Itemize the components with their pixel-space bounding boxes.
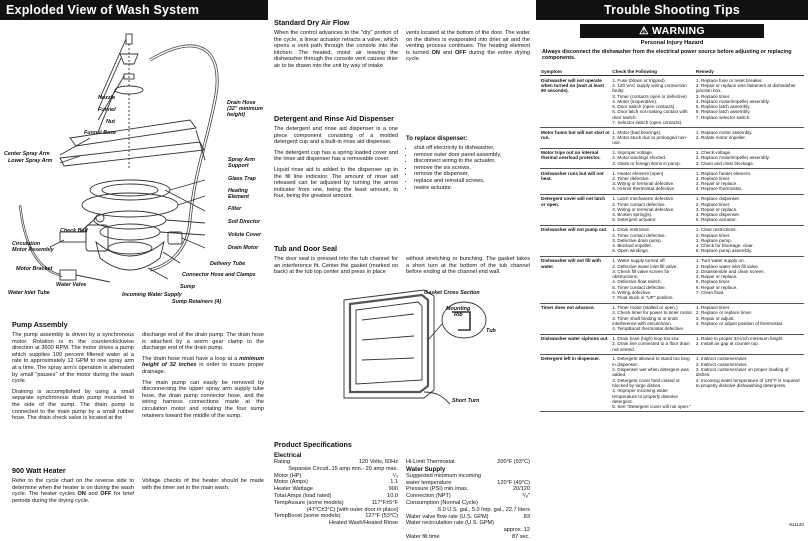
detergent-p2: The detergent cup has a spring loaded cover and the rinse aid dispenser has a removable cover. — [274, 149, 398, 163]
replace-step: • disconnect wiring to the actuator, — [414, 158, 530, 165]
spec-consumption: Consumption (Normal Cycle) — [406, 499, 478, 506]
remedy-item: 1. Raise to proper 32-inch minimum height. — [695, 336, 784, 342]
exploded-diagram — [0, 20, 268, 305]
replace-step: • remove outer door panel assembly, — [414, 152, 530, 159]
tub-seal-illustration — [274, 280, 530, 410]
check-cell — [611, 354, 695, 411]
sump-shape — [96, 242, 164, 270]
symptom-cell: Motor hums but will not start or run. — [540, 128, 611, 148]
remedy-item: 1. Replace heater element. — [695, 170, 752, 176]
tub-seal-p2: without stretching or bunching. The gasket takes a short turn at the bottom of the tub channel before ending at the channel end wall. — [406, 256, 530, 276]
remedy-item: 1. Turn water supply on. — [695, 258, 745, 264]
check-item: 4. Motor (inoperative). — [612, 98, 658, 104]
spec-total-amps: Total Amps (load rated) 10.0 — [274, 492, 398, 499]
table-row — [540, 303, 804, 334]
label-drain-hose-2: (32" minimum — [227, 106, 263, 112]
remedy-cell — [695, 354, 804, 411]
check-item: 1. Latch mechanism defective. — [612, 196, 675, 202]
remedy-cell — [695, 225, 804, 256]
spec-motor-amps: Motor (Amps) 1.1 — [274, 479, 398, 486]
spec-flow: Water valve flow rate (U.S. GPM) .83 — [406, 513, 530, 520]
spec-rating: Rating 120 Volts, 60Hz — [274, 459, 398, 465]
check-item: 6. Door latch not making contact with door switch. — [612, 109, 688, 120]
check-item: 2. Timer contact defective. — [612, 201, 666, 207]
check-item: 4. TempBoost thermostat defective. — [612, 326, 685, 332]
symptom-cell: Dishwasher will not operate when turned on (wait at least 90 seconds). — [540, 76, 611, 128]
label-sump-retainers: Sump Retainers (4) — [172, 299, 222, 305]
spec-recirc-value: approx. 12 — [503, 527, 530, 534]
check-item: 2. Timer contact defective. — [612, 232, 666, 238]
check-item: 5. See "Detergent cover will not open." — [612, 404, 691, 410]
footer-code: 911120 — [789, 522, 804, 527]
specs-left — [274, 452, 398, 541]
spec-tempboost: TempBoost (some models) 127°F (53°C) — [274, 513, 398, 520]
remedy-item: 4. Repair or replace. — [695, 274, 738, 280]
label-motor-bracket: Motor Bracket — [16, 266, 53, 272]
check-cell — [611, 128, 695, 148]
dry-air-p1: When the control advances to the "dry" portion of the cycle, a linear actuator retracts a valve, which opens a vent path through the console into the kitchen. The heated, moist air leaving the dishwasher through the console vent causes drier air to be drawn into the unit by way of intake — [274, 30, 398, 69]
pump-assembly-section — [12, 320, 264, 426]
label-center-spray-arm: Center Spray Arm — [4, 151, 50, 157]
label-incoming-water: Incoming Water Supply — [122, 292, 182, 298]
remedy-item: 2. Rotate motor impeller. — [695, 135, 746, 141]
remedy-item: 4. Replace or adjust position of thermostat. — [695, 320, 784, 326]
check-item: 1. Improper voltage. — [612, 150, 654, 156]
check-cell — [611, 194, 695, 225]
remedy-item: 1. Replace fuse or reset breaker. — [695, 77, 763, 83]
label-filter: Filter — [228, 206, 242, 212]
detergent-section — [274, 114, 530, 204]
specs-heading: Product Specifications — [274, 440, 352, 449]
remedy-item: 2. Replace timer. — [695, 201, 731, 207]
remedy-item: 2. Replace water inlet fill valve. — [695, 263, 759, 269]
check-item: 5. Detergent actuator. — [612, 217, 657, 223]
check-item: 2. Motor windings shorted. — [612, 155, 667, 161]
table-row — [540, 225, 804, 256]
label-delivery-tube: Delivery Tube — [210, 261, 246, 267]
check-item: 1. Drain hose (high) loop too low. — [612, 336, 680, 342]
symptom-cell: Dishwasher will not pump out. — [540, 225, 611, 256]
remedy-item: 1. Replace dispenser. — [695, 196, 741, 202]
check-item: 1. Drain restricted. — [612, 227, 650, 233]
symptom-cell: Detergent left in dispenser. — [540, 354, 611, 411]
table-row — [540, 128, 804, 148]
label-volute-cover: Volute Cover — [228, 232, 262, 238]
label-circulation-motor-2: Motor Assembly — [12, 247, 54, 253]
remedy-item: 5. Replace timer. — [695, 279, 731, 285]
check-item: 3. Wiring or terminal defective. — [612, 181, 675, 187]
remedy-item: 3. Replace timer. — [695, 93, 731, 99]
spec-hilimit: Hi-Limit Thermostat 200°F (93°C) — [406, 459, 530, 465]
remedy-cell — [695, 128, 804, 148]
warning-banner — [580, 24, 764, 38]
heater-p1: Refer to the cycle chart on the reverse side to determine when the heater is on during the wash cycle. The heater cycles ON and OFF for brief periods during the drying cycle. — [12, 478, 134, 504]
remedy-item: 1. Instruct customer/user. — [695, 356, 748, 362]
label-tub: Tub — [486, 327, 496, 334]
check-item: 4. Blocked impeller. — [612, 243, 653, 249]
label-lower-spray-arm: Lower Spray Arm — [8, 158, 53, 164]
detergent-p3: Liquid rinse aid is added to the dispenser up to the fill line indicator. The amount of rinse aid released can be adjusted by turning the arrow indicator from one, being the least amount, to four, being the greatest amount. — [274, 166, 398, 200]
label-drain-motor: Drain Motor — [228, 245, 259, 251]
spec-pressure: Pressure (PSI) min./max. 20/120 — [406, 486, 530, 493]
label-sump: Sump — [180, 284, 195, 290]
remedy-item: 7. Clean float. — [695, 290, 725, 295]
nozzle-shape — [126, 34, 132, 44]
warning-triangle-icon: ⚠ — [639, 25, 649, 37]
label-spray-arm-support-2: Support — [228, 163, 249, 169]
check-item: 1. Heater element (open). — [612, 170, 665, 176]
check-item: 2. Defective water inlet fill valve. — [612, 263, 678, 269]
check-cell — [611, 334, 695, 354]
troubleshooting-table — [540, 68, 804, 413]
check-item: 1. Timer motor (stalled or open.) — [612, 305, 678, 311]
remedy-item: 1. Check voltage. — [695, 150, 732, 156]
label-gasket-cross-section: Gasket Cross Section — [424, 289, 480, 296]
label-water-valve: Water Valve — [56, 282, 87, 288]
remedy-cell — [695, 76, 804, 128]
label-glass-trap: Glass Trap — [228, 176, 256, 182]
remedy-item: 3. Repair or adjust. — [695, 315, 735, 321]
remedy-item: 1. Replace motor assembly. — [695, 129, 753, 135]
remedy-item: 2. Install air gap at counter top. — [695, 341, 759, 347]
warning-hazard: Personal Injury Hazard — [640, 40, 704, 46]
label-soil-director: Soil Director — [228, 219, 261, 225]
water-inlet-tube-shape — [20, 205, 60, 275]
label-short-turn: Short Turn — [452, 397, 480, 404]
funnel-base-shape — [115, 86, 143, 94]
table-row — [540, 334, 804, 354]
remedy-item: 4. Incoming water temperature of 120°F is required to properly dissolve dishwashing detergents. — [695, 377, 800, 388]
symptom-cell: Dishwasher runs but will not heat. — [540, 169, 611, 195]
check-item: 3. Defective drain pump. — [612, 237, 663, 243]
check-item: 3. Check fill valve screen for obstructions. — [612, 268, 670, 280]
label-spray-arm-support: Spray Arm — [228, 157, 256, 163]
check-cell — [611, 256, 695, 303]
spec-fill-time: Water fill time 87 sec. — [406, 533, 530, 540]
spec-circuit: Separate Circuit..15 amp min.- 20 amp max. — [288, 465, 398, 472]
remedy-item: 2. Replace or replace timer. — [695, 310, 753, 316]
spec-recirc: Water recirculation rate (U.S. GPM) — [406, 520, 495, 527]
detergent-heading: Detergent and Rinse Aid Dispenser — [274, 114, 394, 123]
remedy-item: 2. Instruct customer/user. — [695, 361, 748, 367]
check-item: 7. Selector switch (open contacts). — [612, 119, 683, 125]
check-item: 5. Door switch (open contacts). — [612, 104, 676, 110]
left-column — [0, 0, 268, 504]
funnel-shape — [120, 54, 138, 64]
replace-step: • remove the dispenser, — [414, 171, 530, 178]
check-item: 2. Drain line connected to a floor drain not vented. — [612, 341, 690, 352]
symptom-cell: Motor trips out on internal thermal overload protector. — [540, 148, 611, 168]
tub-seal-section — [274, 244, 530, 410]
remedy-item: 1. Clear restrictions. — [695, 227, 737, 233]
replace-step: • replace and reinstall screws, — [414, 178, 530, 185]
drain-hose-shape — [150, 46, 217, 270]
check-cell — [611, 76, 695, 128]
heater-heading: 900 Watt Heater — [12, 466, 66, 475]
replace-step: • remove the six screws, — [414, 165, 530, 172]
spec-consumption-value: 6.0 U.S. gal., 5.0 Imp. gal., 22.7 liters — [437, 506, 530, 513]
symptom-cell: Dishwasher water siphons out. — [540, 334, 611, 354]
header-remedy: Remedy — [695, 68, 804, 76]
check-item: 2. Check timer for power to timer motor. — [612, 310, 693, 316]
label-drain-hose: Drain Hose — [227, 100, 256, 106]
remedy-item: 4. Check for blockage, clear. — [695, 243, 754, 249]
remedy-item: 6. Replace latch assembly. — [695, 109, 751, 115]
replace-step: • rewire actuator. — [414, 185, 530, 192]
dry-air-section — [274, 18, 530, 74]
dry-air-p2: vents located at the bottom of the door. The water on the dishes is evaporated into drier air and the venting process continues. The heating element is turned ON and OFF during the entire drying cycle. — [406, 30, 530, 63]
remedy-cell — [695, 334, 804, 354]
remedy-item: 6. Repair or replace. — [695, 284, 738, 290]
check-item: 3. Glass or foreign items in pump. — [612, 160, 681, 166]
table-row — [540, 354, 804, 411]
warning-text: Always disconnect the dishwasher from the electrical power source before adjusting or replacing components. — [542, 49, 792, 62]
check-item: 5. Timer contact defective. — [612, 284, 666, 290]
spec-tempassure-sub: (47°C±3°C) [with outer door in place] — [306, 506, 398, 513]
pump-assembly-p4: The drain hose must have a loop at a minimum height of 32 inches in order to insure proper drainage. — [142, 355, 264, 375]
remedy-item: 3. Replace pump. — [695, 237, 732, 243]
check-item: 4. Hi-limit thermostat defective. — [612, 186, 676, 192]
remedy-cell — [695, 194, 804, 225]
soil-director-shape — [94, 211, 166, 229]
check-item: 3. Timer shaft binding to or knob interference with escutcheon. — [612, 315, 678, 326]
check-item: 2. Dispenser wet when detergent was added. — [612, 367, 689, 378]
remedy-cell — [695, 148, 804, 168]
spec-min-temp: Suggested minimum incoming water temperature 120°F (49°C) — [406, 472, 530, 486]
label-water-inlet-tube: Water Inlet Tube — [8, 290, 50, 296]
tub-seal-p1: The door seal is pressed into the tub channel for an interference fit. Center the gasket (marked on back) at the tub top center and press in place — [274, 256, 398, 276]
replace-steps — [406, 145, 530, 191]
remedy-item: 4. Replace dispenser. — [695, 212, 741, 218]
label-circulation-motor: Circulation — [12, 241, 41, 247]
label-mounting-rib: Mounting — [446, 305, 471, 312]
specs-right — [406, 452, 530, 541]
pump-assembly-p2: Draining is accomplished by using a small separate synchronous drain pump mounted to the side of the sump. The drain pump is connected to the main pump by a small rubber hose. The drain check valve is located at the — [12, 388, 134, 422]
label-mounting-rib-2: Rib — [454, 311, 463, 318]
remedy-item: 4. Replace motor/impeller assembly. — [695, 98, 770, 104]
header-symptom: Symptom — [540, 68, 611, 76]
table-row — [540, 169, 804, 195]
remedy-item: 7. Replace selector switch. — [695, 114, 751, 120]
header-check: Check the Following — [611, 68, 695, 76]
remedy-item: 2. Replace timer. — [695, 175, 731, 181]
table-row — [540, 148, 804, 168]
tub-seal-diagram — [274, 280, 530, 410]
label-nut: Nut — [106, 119, 115, 125]
check-item: 4. Defective float switch. — [612, 279, 662, 285]
check-item: 3. Wiring or terminal defective. — [612, 206, 675, 212]
remedy-item: 2. Replace motor/impeller assembly. — [695, 155, 770, 161]
replace-dispenser-heading: To replace dispenser: — [406, 136, 468, 142]
check-item: 7. Float stuck in "UP" position. — [612, 295, 674, 301]
label-funnel-base: Funnel Base — [84, 130, 117, 136]
check-item: 3. Detergent cover held closed or blocked by large dishes. — [612, 377, 680, 388]
table-row — [540, 256, 804, 303]
spec-connection: Connection (NPT) ³/₈" — [406, 493, 530, 500]
remedy-cell — [695, 303, 804, 334]
label-heating-element: Heating — [228, 188, 248, 194]
pump-assembly-p3: discharge end of the drain pump. The drain hose is attached by a worm gear clamp to the discharge end of the drain pump. — [142, 332, 264, 352]
remedy-item: 2. Replace timer. — [695, 232, 731, 238]
spec-motor-hp: Motor (HP) ¹/₃ — [274, 472, 398, 479]
label-drain-hose-3: height) — [227, 112, 245, 118]
label-heating-element-2: Element — [228, 194, 249, 200]
label-connector-hose: Connector Hose and Clamps — [182, 272, 256, 278]
drain-motor-shape — [168, 232, 182, 244]
remedy-item: 3. Instruct customer/user on proper loading of dishes. — [695, 367, 789, 378]
spec-tempboost-sub: Heated Wash/Heated Rinse — [328, 520, 398, 527]
specs-water-supply: Water Supply — [406, 465, 446, 473]
remedy-item: 5. Replace pump assembly. — [695, 248, 753, 254]
volute-cover-shape — [100, 224, 160, 240]
heater-section — [12, 466, 264, 508]
table-row — [540, 76, 804, 128]
remedy-item: 5. Replace actuator. — [695, 217, 737, 223]
remedy-item: 1. Replace timer. — [695, 305, 731, 311]
label-check-ball: Check Ball — [60, 228, 88, 234]
label-funnel: Funnel — [98, 107, 116, 113]
trouble-shooting-title: Trouble Shooting Tips — [536, 0, 808, 20]
spec-tempassure: TempAssure (some models) 117°F±5°F — [274, 499, 398, 506]
water-valve-shape — [60, 270, 76, 280]
symptom-cell: Dishwasher will not fill with water. — [540, 256, 611, 303]
check-cell — [611, 225, 695, 256]
remedy-item: 3. Repair or replace. — [695, 206, 738, 212]
pump-assembly-p1: The pump assembly is driven by a synchronous motor. Rotation is in the counterclockwise direction at 3600 RPM. The motor drives a pump which supplies 100 percent filtered water at a rate to approximately 12 GPM to one spray arm at a time. The spray arm's operation is alternated by small "pauses" of the motor during the wash cycle. — [12, 332, 134, 385]
spec-heater-wattage: Heater Wattage 900 — [274, 486, 398, 493]
check-item: 1. Water supply turned off. — [612, 258, 666, 264]
check-item: 4. Broken spring(s). — [612, 212, 653, 218]
check-item: 5. Open windings. — [612, 248, 650, 254]
table-row — [540, 194, 804, 225]
remedy-item: 5. Replace latch assembly. — [695, 104, 751, 110]
specs-electrical: Electrical — [274, 452, 302, 459]
right-column — [536, 0, 808, 527]
symptom-cell: Detergent cover will not latch or open. — [540, 194, 611, 225]
check-item: 3. Timer (contacts open or defective) — [612, 93, 687, 99]
check-cell — [611, 148, 695, 168]
check-item: 2. Timer defective. — [612, 175, 650, 181]
pump-assembly-p5: The main pump can easily be removed by disconnecting the upper spray arm supply tube hose, the drain pump connector hose, and the wiring harness connections made at the circulation motor and rotating the four sump retainers toward the middle of the sump. — [142, 379, 264, 419]
remedy-cell — [695, 256, 804, 303]
check-item: 2. 120 VAC supply wiring connection faulty. — [612, 82, 687, 94]
table-header-row — [540, 68, 804, 76]
dry-air-heading: Standard Dry Air Flow — [274, 18, 350, 27]
specs-section — [274, 440, 530, 541]
check-cell — [611, 169, 695, 195]
check-item: 1. Motor (bad bearings). — [612, 129, 662, 135]
check-item: 4. Improper incoming water temperature to properly dissolve detergent. — [612, 388, 678, 404]
remedy-cell — [695, 169, 804, 195]
check-item: 2. Motor stuck due to prolonged non-use. — [612, 135, 688, 146]
detergent-p1: The detergent and rinse aid dispenser is a one piece component consisting of a molded detergent cup and a built-in rinse aid dispenser. — [274, 126, 398, 146]
warning-label: ⚠ WARNING — [580, 24, 764, 38]
check-item: 1. Detergent allowed to stand too long in dispenser. — [612, 356, 690, 367]
troubleshooting-table-wrap — [536, 68, 808, 413]
remedy-item: 4. Replace thermostat. — [695, 186, 743, 192]
remedy-item: 3. Disassemble and clean screen. — [695, 268, 765, 274]
heater-p2: Voltage checks of the heater should be made with the timer set in the main wash. — [142, 478, 264, 491]
label-nozzle: Nozzle — [98, 95, 116, 101]
remedy-item: 2. Repair or replace wire fasteners at dishwasher junction box. — [695, 82, 796, 94]
check-item: 1. Fuse (blown or tripped). — [612, 77, 666, 83]
remedy-item: 3. Repair or replace. — [695, 181, 738, 187]
symptom-cell: Timer does not advance. — [540, 303, 611, 334]
tub-seal-heading: Tub and Door Seal — [274, 244, 337, 253]
exploded-view-title: Exploded View of Wash System — [0, 0, 268, 20]
replace-step: • shut off electricity to dishwasher, — [414, 145, 530, 152]
check-cell — [611, 303, 695, 334]
check-item: 6. Wiring defective. — [612, 290, 652, 295]
heating-element-shape — [82, 193, 178, 217]
remedy-item: 3. Clean and clear blockage. — [695, 160, 755, 166]
pump-assembly-heading: Pump Assembly — [12, 320, 68, 329]
